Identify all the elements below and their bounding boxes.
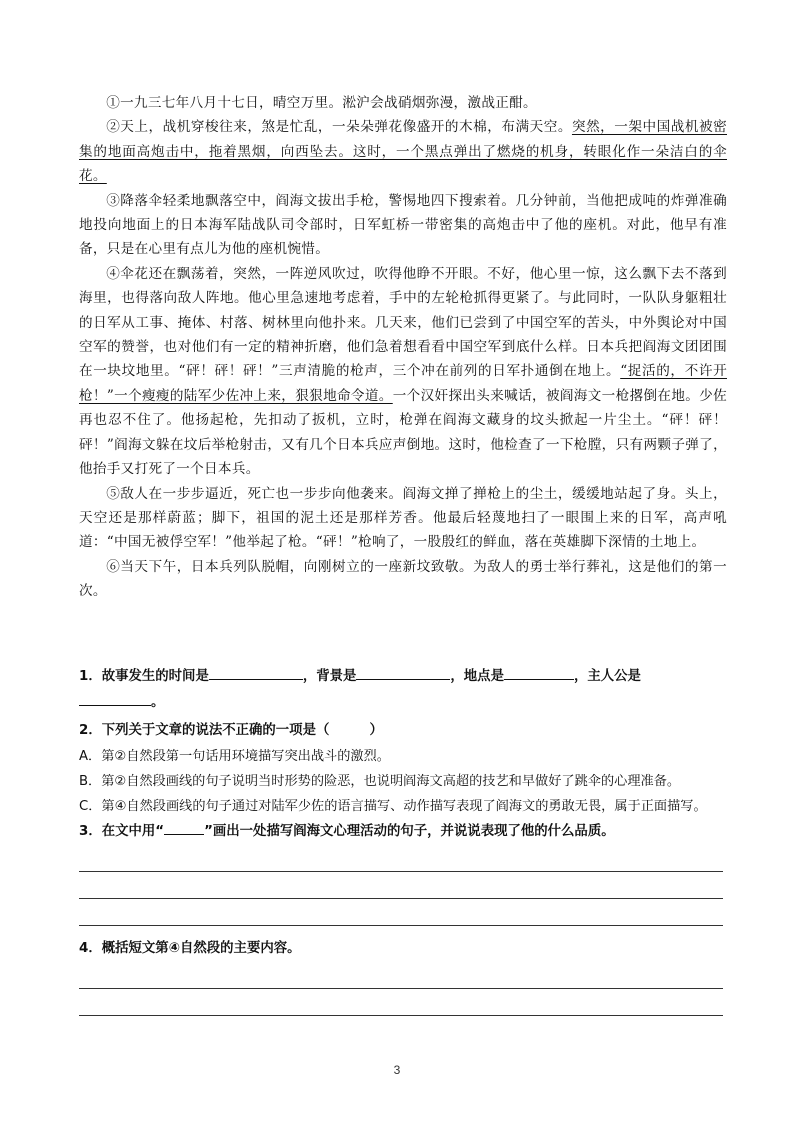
blank-time[interactable]: [209, 665, 303, 680]
paragraph-4-text-c: 一个汉奸探出头来喊话，被阎海文一枪撂倒在地。少佐再也忍不住了。他扬起枪，先扣动了扳机，立时，枪弹在阎海文藏身的坟头掀起一片尘土。“砰！砰！砰！”阎海文躲在坟后举枪射击，又有几个日本兵应声倒地。这时，他检查了一下枪膛，只有两颗子弹了，他抬手又打死了一个日本兵。: [79, 387, 727, 478]
question-3-text-b: ”画出一处描写阎海文心理活动的句子，并说说表现了他的什么品质。: [204, 824, 615, 839]
answer-line-q3-2[interactable]: [79, 872, 723, 899]
question-4: 4．概括短文第④自然段的主要内容。: [79, 941, 301, 956]
paragraph-4-text-a: ④伞花还在飘荡着，突然，一阵逆风吹过，吹得他睁不开眼。不好，他心里一惊，这么飘下去不落到海里，也得落向敌人阵地。他心里急速地考虑着，手中的左轮枪抓得更紧了。与此同时，一队队身躯粗壮的日军从工事、掩体、村落、树林里向他扑来。几天来，他们已尝到了中国空军的苦头，中外舆论对中国空军的赞誉，也对他们有一定的精神折磨，他们急着想看看中国空军到底什么样。日本兵把阎海文团团围在一块坟地里。“砰！砰！砰！”三声清脆的枪声，三个冲在前列的日军扑通倒在地上。: [79, 265, 727, 380]
questions-section: [79, 664, 731, 1016]
question-2: 2．下列关于文章的说法不正确的一项是（ ）: [79, 723, 383, 738]
page-number: 3: [393, 1063, 401, 1077]
question-2-option-b: B．第②自然段画线的句子说明当时形势的险恶，也说明阎海文高超的技艺和早做好了跳伞的心理准备。: [79, 774, 681, 789]
paragraph-2-text: ②天上，战机穿梭往来，煞是忙乱，一朵朵弹花像盛开的木棉，布满天空。: [106, 119, 572, 136]
underlined-sentence-p2: 突然，一架中国战机被密集的地面高炮击中，拖着黑烟，向西坠去。这时，一个黑点弹出了燃烧的机身，转眼化作一朵洁白的伞花。: [79, 119, 727, 185]
answer-line-q3-3[interactable]: [79, 899, 723, 926]
question-1-text-c: ，地点是: [450, 669, 504, 684]
paragraph-4: [79, 262, 727, 482]
question-1-text-b: ，背景是: [302, 669, 357, 684]
paragraph-2: [79, 115, 727, 188]
question-3-text-a: 3．在文中用“: [79, 824, 165, 839]
blank-background[interactable]: [356, 665, 450, 680]
question-1-end: 。: [151, 695, 165, 710]
paragraph-6: ⑥当天下午，日本兵列队脱帽，向刚树立的一座新坟致敬。为敌人的勇士举行葬礼，这是他们的第一次。: [79, 558, 727, 600]
underline-mark-sample: [164, 820, 204, 835]
answer-line-q4-1[interactable]: [79, 962, 723, 989]
answer-line-q4-2[interactable]: [79, 989, 723, 1016]
underlined-sentence-p4: “捉活的，不许开枪！”一个瘦瘦的陆军少佐冲上来，狠狠地命令道。: [79, 363, 727, 404]
question-2-option-a: A．第②自然段第一句话用环境描写突出战斗的激烈。: [79, 749, 390, 764]
answer-line-q3-1[interactable]: [79, 845, 723, 872]
paragraph-5: ⑤敌人在一步步逼近，死亡也一步步向他袭来。阎海文掸了掸枪上的尘土，缓缓地站起了身。头上，天空还是那样蔚蓝；脚下，祖国的泥土还是那样芳香。他最后轻蔑地扫了一眼围上来的日军，高声吼道：“中国无被俘空军！”他举起了枪。“砰！”枪响了，一股殷红的鲜血，落在英雄脚下深情的土地上。: [79, 485, 727, 551]
paragraph-1: ①一九三七年八月十七日，晴空万里。淞沪会战硝烟弥漫，激战正酣。: [106, 95, 537, 111]
question-1-text-d: ，主人公是: [573, 669, 641, 684]
reading-passage: [79, 91, 727, 604]
question-1-text-a: 1．故事发生的时间是: [79, 669, 209, 684]
question-3: [79, 819, 731, 845]
blank-location[interactable]: [504, 665, 574, 680]
question-1: [79, 664, 731, 716]
question-2-option-c: C．第④自然段画线的句子通过对陆军少佐的语言描写、动作描写表现了阎海文的勇敢无畏，属于正面描写。: [79, 799, 707, 814]
blank-protagonist[interactable]: [79, 691, 151, 706]
paragraph-3: ③降落伞轻柔地飘落空中，阎海文拔出手枪，警惕地四下搜索着。几分钟前，当他把成吨的炸弹准确地投向地面上的日本海军陆战队司令部时，日军虹桥一带密集的高炮击中了他的座机。对此，他早有准备，只是在心里有点儿为他的座机惋惜。: [79, 192, 727, 258]
